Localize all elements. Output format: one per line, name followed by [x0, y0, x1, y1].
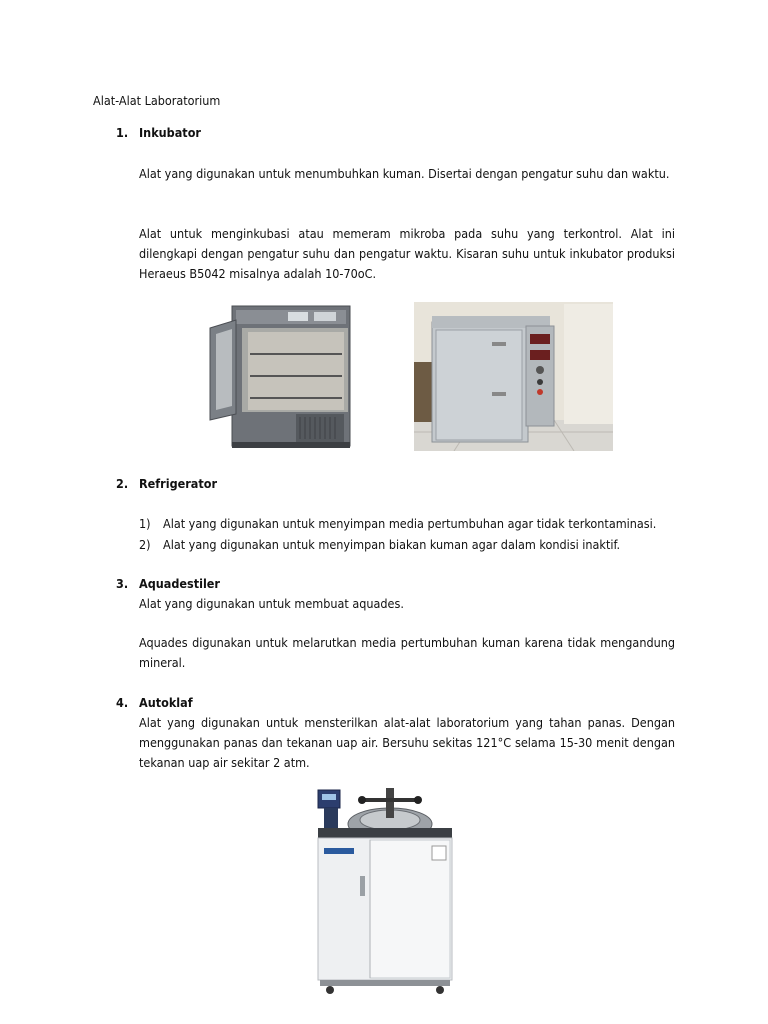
autoclave-photo	[310, 784, 460, 996]
section-number: 3.	[116, 576, 129, 591]
list-item: Alat yang digunakan untuk menyimpan media pertumbuhan agar tidak terkontaminasi.	[163, 516, 657, 531]
section-heading-autoklaf: Autoklaf	[139, 695, 193, 710]
paragraph: Alat yang digunakan untuk membuat aquades.	[139, 596, 404, 611]
section-number: 2.	[116, 476, 129, 491]
paragraph: Alat untuk menginkubasi atau memeram mikroba pada suhu yang terkontrol. Alat ini dilengkapi dengan pengatur suhu dan pengatur waktu. Kisaran suhu untuk inkubator produksi Heraeus B5042 misalnya adalah 10-70oC.	[139, 226, 675, 281]
section-heading-aquadestiler: Aquadestiler	[139, 576, 220, 591]
section-heading-refrigerator: Refrigerator	[139, 476, 218, 491]
paragraph: Alat yang digunakan untuk menumbuhkan kuman. Disertai dengan pengatur suhu dan waktu.	[139, 166, 670, 181]
incubator-closed-photo	[414, 302, 613, 451]
incubator-open-photo	[206, 302, 352, 450]
section-heading-inkubator: Inkubator	[139, 125, 201, 140]
section-number: 4.	[116, 695, 129, 710]
list-marker: 2)	[139, 537, 151, 552]
list-item: Alat yang digunakan untuk menyimpan biakan kuman agar dalam kondisi inaktif.	[163, 537, 621, 552]
paragraph: Aquades digunakan untuk melarutkan media pertumbuhan kuman karena tidak mengandung mineral.	[139, 635, 675, 670]
section-number: 1.	[116, 125, 129, 140]
document-title: Alat-Alat Laboratorium	[93, 93, 221, 108]
list-marker: 1)	[139, 516, 151, 531]
paragraph: Alat yang digunakan untuk mensterilkan alat-alat laboratorium yang tahan panas. Dengan menggunakan panas dan tekanan uap air. Bersuhu sekitas 121°C selama 15-30 menit dengan tekanan uap air sekitar 2 atm.	[139, 715, 675, 770]
